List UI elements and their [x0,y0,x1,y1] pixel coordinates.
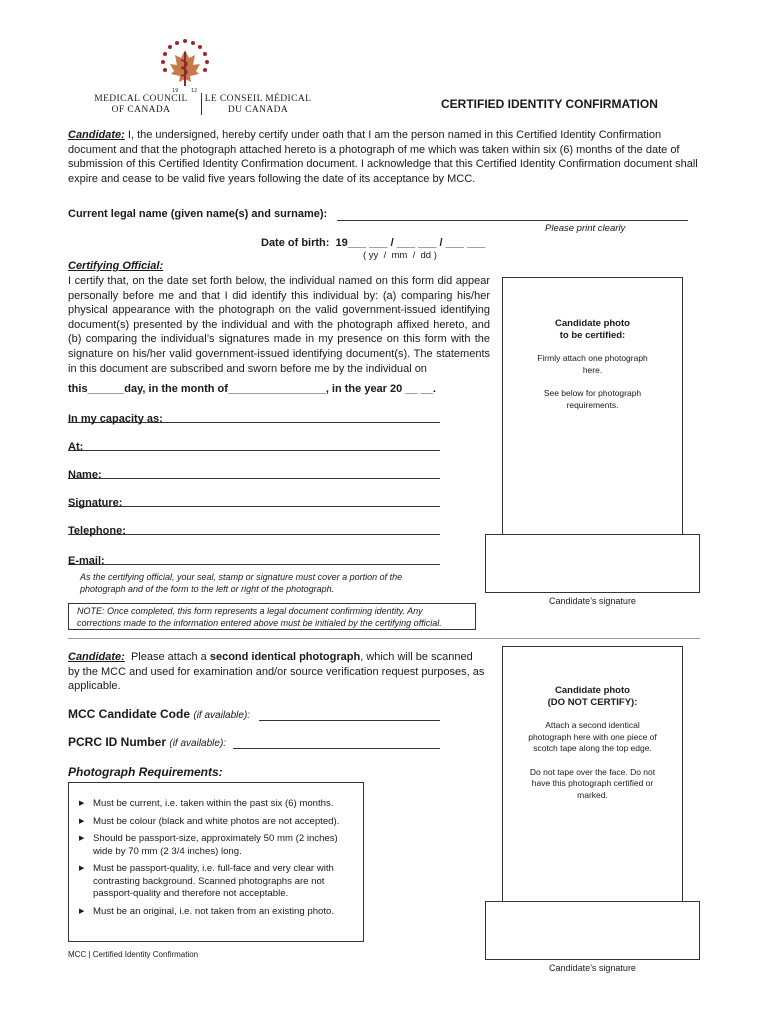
triangle-bullet-icon: ▶ [79,800,85,807]
code-label-hint: (if available): [193,710,251,721]
legal-name-hint: Please print clearly [545,223,626,234]
second-photo-text-before: Please attach a [124,651,210,663]
section-divider [68,638,700,639]
candidate-signature-caption-1: Candidate’s signature [549,596,636,606]
triangle-bullet-icon: ▶ [79,907,85,915]
org-fr-line1: LE CONSEIL MÉDICAL [204,94,312,104]
candidate-signature-caption-2: Candidate’s signature [549,963,636,973]
second-photo-statement [68,650,486,694]
date-of-birth-format: ( yy / mm / dd ) [363,250,437,261]
org-name-english [80,94,202,116]
seal-note: As the certifying official, your seal, stamp or signature must cover a portion of the photograph and of the form to the left or right of the photograph. [80,572,403,594]
requirement-text: Must be an original, i.e. not taken from an existing photo. [93,905,335,917]
capacity-field[interactable] [68,409,440,423]
photo2-title-line1: Candidate photo [555,685,630,696]
legal-note-box: NOTE: Once completed, this form represents a legal document confirming identity. Any corrections made to the information entered above must be initialed by the certifying official. [68,603,476,630]
photo2-instruction-2: Do not tape over the face. Do not have this photograph certified or marked. [529,766,656,800]
photo1-instruction-1: Firmly attach one photograph here. [537,353,648,375]
telephone-field[interactable] [68,521,440,535]
pcrc-id-label [68,735,226,749]
candidate-label: Candidate: [68,129,125,141]
list-item [69,816,353,829]
legal-name-input[interactable] [337,208,688,221]
sworn-date-line[interactable]: this______day, in the month of________________, in the year 20 __ __. [68,383,436,395]
date-of-birth-field[interactable]: Date of birth: 19___ ___ / ___ ___ / ___ ___ [261,237,486,249]
certified-photo-area[interactable] [502,277,683,535]
requirement-text: Must be current, i.e. taken within the past six (6) months. [93,798,334,809]
logo-year-left: 19 [172,88,179,94]
mcc-candidate-code-input[interactable] [259,706,440,721]
photo-requirements-heading: Photograph Requirements: [68,765,223,779]
requirement-text: Must be colour (black and white photos are not accepted). [93,815,340,827]
mcc-logo [150,38,220,96]
page-title: CERTIFIED IDENTITY CONFIRMATION [441,97,658,111]
signature-field[interactable] [68,493,440,507]
photo2-title-line2: (DO NOT CERTIFY): [547,696,638,708]
list-item [69,863,353,901]
triangle-bullet-icon: ▶ [79,835,85,842]
candidate-signature-box-2[interactable] [485,901,700,960]
at-field[interactable] [68,437,440,451]
org-en-line2: OF CANADA [111,105,171,115]
photo-requirements-box [68,782,364,942]
photo1-title-line1: Candidate photo [555,318,630,329]
photo1-title-line2: to be certified: [559,329,626,341]
certifying-official-label: Certifying Official: [68,260,164,272]
telephone-label: Telephone: [68,525,126,537]
triangle-bullet-icon: ▶ [79,817,85,825]
second-photo-text-bold: second identical photograph [209,651,361,663]
candidate-signature-box-1[interactable] [485,534,700,593]
second-photo-area[interactable] [502,646,683,902]
footer-text: MCC | Certified Identity Confirmation [68,950,199,959]
org-fr-line2: DU CANADA [227,105,289,115]
code-label-text: MCC Candidate Code [68,707,191,721]
pcrc-id-input[interactable] [233,734,440,749]
org-name-french [200,94,316,116]
requirement-text: Must be passport-quality, i.e. full-face and very clear with contrasting background. Scanned photographs are not passport-quality and therefore not acceptable. [93,863,334,899]
photo1-instruction-2: See below for photograph requirements. [543,388,642,410]
capacity-label: In my capacity as: [68,413,163,425]
email-field[interactable] [68,551,440,565]
list-item [69,906,353,919]
pcrc-label-hint: (if available): [169,738,227,749]
list-item [69,833,353,858]
pcrc-label-text: PCRC ID Number [68,735,167,749]
name-label: Name: [68,469,102,481]
name-field[interactable] [68,465,440,479]
email-label: E-mail: [68,555,105,567]
requirements-list [69,798,353,918]
second-photo-text-after: , which will be scanned by the MCC and used for examination and/or source verification request purposes, as applicable. [68,651,485,693]
at-label: At: [68,441,84,453]
legal-name-label: Current legal name (given name(s) and surname): [68,208,328,220]
logo-year-right: 12 [191,88,198,94]
list-item [69,798,353,811]
triangle-bullet-icon: ▶ [79,865,85,872]
mcc-candidate-code-label [68,707,250,721]
candidate-statement-text: I, the undersigned, hereby certify under oath that I am the person named in this Certified Identity Confirmation document and that the photograph attached hereto is a photograph of me which was taken within six (6) months of the date of submission of this Certified Identity Confirmation document. I acknowledge that this Certified Identity Confirmation document shall expire and cease to be valid five years following the date of its acceptance by MCC. [68,129,698,185]
certifying-official-statement: I certify that, on the date set forth below, the individual named on this form did appear personally before me and that I did identify this individual by: (a) comparing his/her physical appearance with the photograph on the valid government-issued identifying document(s) presented by the individual and with the photograph affixed hereto, and (b) comparing the individual’s signatures made in my presence on this form with the signature on his/her valid government-issued identifying document(s). The statements in this document are subscribed and sworn before me by the individual on [68,275,490,375]
photo2-instruction-1: Attach a second identical photograph here with one piece of scotch tape along the top edge. [528,720,657,753]
candidate-statement [68,128,700,186]
requirement-text: Should be passport-size, approximately 50 mm (2 inches) wide by 70 mm (2 3/4 inches) long. [93,833,338,857]
signature-label: Signature: [68,497,123,509]
second-candidate-label: Candidate: [68,651,125,663]
org-en-line1: MEDICAL COUNCIL [94,94,188,104]
